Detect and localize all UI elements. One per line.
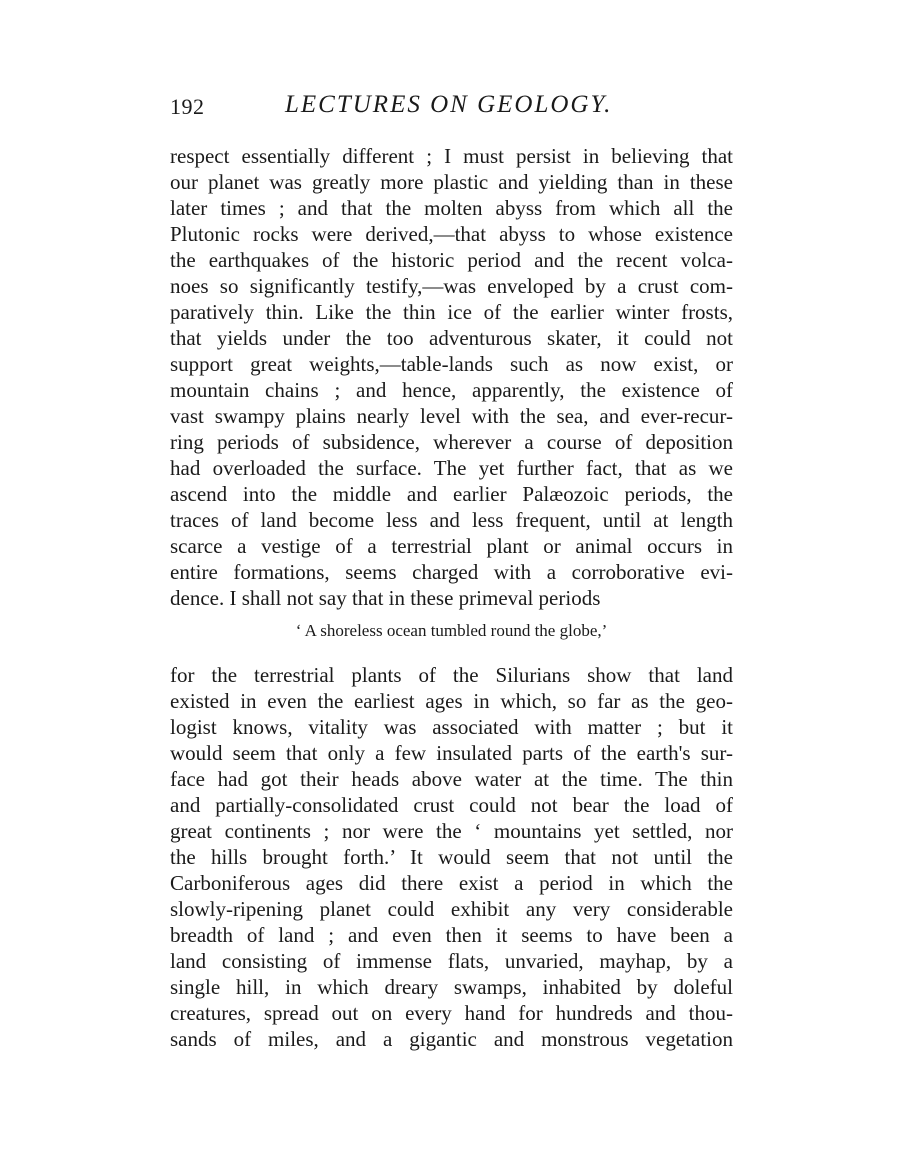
text-line: Carboniferous ages did there exist a period in which the xyxy=(170,871,733,895)
running-title: LECTURES ON GEOLOGY. xyxy=(285,91,613,118)
text-line: dence. I shall not say that in these primeval periods xyxy=(170,586,601,610)
text-line: mountain chains ; and hence, apparently, the existence of xyxy=(170,378,733,402)
text-line: would seem that only a few insulated parts of the earth's sur- xyxy=(170,741,733,765)
text-line: paratively thin. Like the thin ice of the earlier winter frosts, xyxy=(170,300,733,324)
text-line: existed in even the earliest ages in which, so far as the geo- xyxy=(170,689,733,713)
text-line: noes so significantly testify,—was enveloped by a crust com- xyxy=(170,274,733,298)
text-line: single hill, in which dreary swamps, inhabited by doleful xyxy=(170,975,733,999)
text-line: respect essentially different ; I must persist in believing that xyxy=(170,144,733,168)
text-line: creatures, spread out on every hand for hundreds and thou- xyxy=(170,1001,733,1025)
text-line: traces of land become less and less frequent, until at length xyxy=(170,508,733,532)
text-line: our planet was greatly more plastic and yielding than in these xyxy=(170,170,733,194)
text-line: ring periods of subsidence, wherever a course of deposition xyxy=(170,430,733,454)
text-line: scarce a vestige of a terrestrial plant or animal occurs in xyxy=(170,534,733,558)
text-line: land consisting of immense flats, unvaried, mayhap, by a xyxy=(170,949,733,973)
text-line: entire formations, seems charged with a corroborative evi- xyxy=(170,560,733,584)
text-line: later times ; and that the molten abyss from which all the xyxy=(170,196,733,220)
text-line: logist knows, vitality was associated with matter ; but it xyxy=(170,715,733,739)
text-line: that yields under the too adventurous skater, it could not xyxy=(170,326,733,350)
text-line: the earthquakes of the historic period and the recent volca- xyxy=(170,248,733,272)
text-line: breadth of land ; and even then it seems to have been a xyxy=(170,923,733,947)
text-line: sands of miles, and a gigantic and monstrous vegetation xyxy=(170,1027,733,1051)
paragraph-two xyxy=(170,662,733,1052)
paragraph-one xyxy=(170,143,733,611)
text-line: the hills brought forth.’ It would seem that not until the xyxy=(170,845,733,869)
text-line: and partially-consolidated crust could not bear the load of xyxy=(170,793,733,817)
text-line: face had got their heads above water at the time. The thin xyxy=(170,767,733,791)
text-line: had overloaded the surface. The yet further fact, that as we xyxy=(170,456,733,480)
page-header xyxy=(170,91,730,128)
text-line: for the terrestrial plants of the Silurians show that land xyxy=(170,663,733,687)
text-line: support great weights,—table-lands such as now exist, or xyxy=(170,352,733,376)
text-line: ascend into the middle and earlier Palæozoic periods, the xyxy=(170,482,733,506)
page-number: 192 xyxy=(170,94,205,119)
text-line: great continents ; nor were the ‘ mountains yet settled, nor xyxy=(170,819,733,843)
text-line: vast swampy plains nearly level with the sea, and ever-recur- xyxy=(170,404,733,428)
text-line: Plutonic rocks were derived,—that abyss to whose existence xyxy=(170,222,733,246)
text-line: slowly-ripening planet could exhibit any very considerable xyxy=(170,897,733,921)
verse-quotation: ‘ A shoreless ocean tumbled round the globe,’ xyxy=(295,621,608,640)
